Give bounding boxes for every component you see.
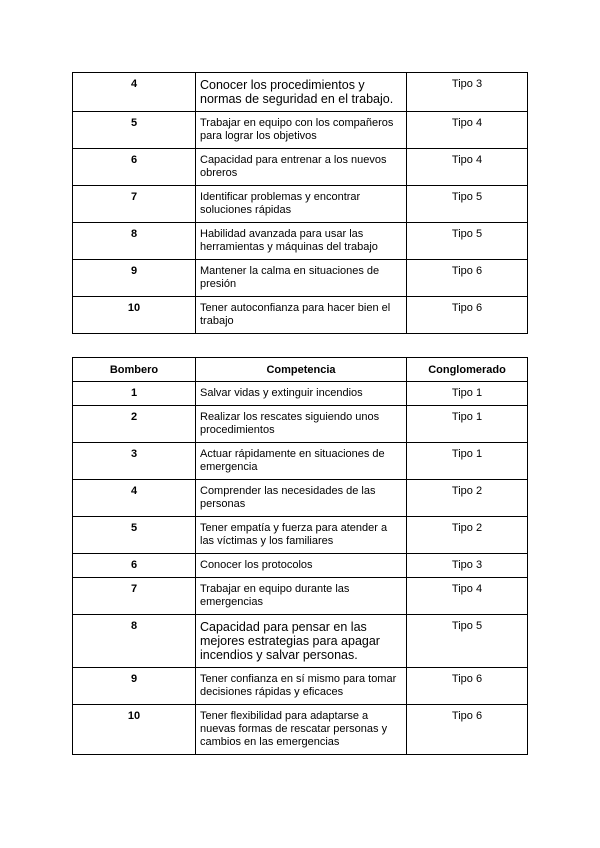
table-row <box>73 149 528 186</box>
cluster-type-cell: Tipo 6 <box>407 260 528 297</box>
competency-cell: Actuar rápidamente en situaciones de emergencia <box>196 443 407 480</box>
competency-cell: Salvar vidas y extinguir incendios <box>196 382 407 406</box>
table-row <box>73 615 528 668</box>
row-number-cell: 1 <box>73 382 196 406</box>
table-row <box>73 382 528 406</box>
competency-cell: Habilidad avanzada para usar las herramientas y máquinas del trabajo <box>196 223 407 260</box>
competency-cell: Tener autoconfianza para hacer bien el trabajo <box>196 297 407 334</box>
table-row <box>73 443 528 480</box>
row-number-cell: 4 <box>73 73 196 112</box>
table-row <box>73 297 528 334</box>
cluster-type-cell: Tipo 2 <box>407 480 528 517</box>
cluster-type-cell: Tipo 1 <box>407 443 528 480</box>
row-number-cell: 9 <box>73 260 196 297</box>
row-number-cell: 3 <box>73 443 196 480</box>
competency-cell: Trabajar en equipo durante las emergencias <box>196 578 407 615</box>
cluster-type-cell: Tipo 3 <box>407 73 528 112</box>
row-number-cell: 2 <box>73 406 196 443</box>
row-number-cell: 4 <box>73 480 196 517</box>
competency-table-firefighter <box>72 357 528 755</box>
competency-cell: Tener empatía y fuerza para atender a las víctimas y los familiares <box>196 517 407 554</box>
competency-cell: Trabajar en equipo con los compañeros para lograr los objetivos <box>196 112 407 149</box>
table-row <box>73 112 528 149</box>
competency-cell: Tener confianza en sí mismo para tomar decisiones rápidas y eficaces <box>196 668 407 705</box>
table-row <box>73 223 528 260</box>
row-number-cell: 7 <box>73 578 196 615</box>
header-bombero: Bombero <box>73 358 196 382</box>
header-row <box>73 358 528 382</box>
cluster-type-cell: Tipo 4 <box>407 112 528 149</box>
cluster-type-cell: Tipo 4 <box>407 149 528 186</box>
header-conglomerado: Conglomerado <box>407 358 528 382</box>
cluster-type-cell: Tipo 4 <box>407 578 528 615</box>
competency-cell: Capacidad para entrenar a los nuevos obreros <box>196 149 407 186</box>
cluster-type-cell: Tipo 6 <box>407 297 528 334</box>
row-number-cell: 6 <box>73 149 196 186</box>
table-row <box>73 705 528 755</box>
row-number-cell: 10 <box>73 297 196 334</box>
row-number-cell: 9 <box>73 668 196 705</box>
table-row <box>73 554 528 578</box>
row-number-cell: 8 <box>73 615 196 668</box>
cluster-type-cell: Tipo 6 <box>407 668 528 705</box>
competency-cell: Mantener la calma en situaciones de presión <box>196 260 407 297</box>
competency-cell: Capacidad para pensar en las mejores estrategias para apagar incendios y salvar personas. <box>196 615 407 668</box>
row-number-cell: 7 <box>73 186 196 223</box>
table-header <box>73 358 528 382</box>
row-number-cell: 10 <box>73 705 196 755</box>
table-body <box>73 382 528 755</box>
table-row <box>73 406 528 443</box>
cluster-type-cell: Tipo 3 <box>407 554 528 578</box>
competency-cell: Identificar problemas y encontrar soluciones rápidas <box>196 186 407 223</box>
table-row <box>73 480 528 517</box>
row-number-cell: 8 <box>73 223 196 260</box>
row-number-cell: 5 <box>73 517 196 554</box>
table-row <box>73 260 528 297</box>
competency-cell: Realizar los rescates siguiendo unos procedimientos <box>196 406 407 443</box>
row-number-cell: 5 <box>73 112 196 149</box>
competency-table-workers <box>72 72 528 334</box>
table-row <box>73 186 528 223</box>
competency-cell: Conocer los procedimientos y normas de seguridad en el trabajo. <box>196 73 407 112</box>
cluster-type-cell: Tipo 2 <box>407 517 528 554</box>
cluster-type-cell: Tipo 5 <box>407 186 528 223</box>
row-number-cell: 6 <box>73 554 196 578</box>
cluster-type-cell: Tipo 5 <box>407 223 528 260</box>
table-row <box>73 578 528 615</box>
competency-cell: Conocer los protocolos <box>196 554 407 578</box>
cluster-type-cell: Tipo 1 <box>407 382 528 406</box>
table-row <box>73 517 528 554</box>
cluster-type-cell: Tipo 6 <box>407 705 528 755</box>
cluster-type-cell: Tipo 5 <box>407 615 528 668</box>
table-row <box>73 668 528 705</box>
competency-cell: Tener flexibilidad para adaptarse a nuevas formas de rescatar personas y cambios en las emergencias <box>196 705 407 755</box>
table-body <box>73 73 528 334</box>
competency-cell: Comprender las necesidades de las personas <box>196 480 407 517</box>
cluster-type-cell: Tipo 1 <box>407 406 528 443</box>
table-row <box>73 73 528 112</box>
header-competencia: Competencia <box>196 358 407 382</box>
